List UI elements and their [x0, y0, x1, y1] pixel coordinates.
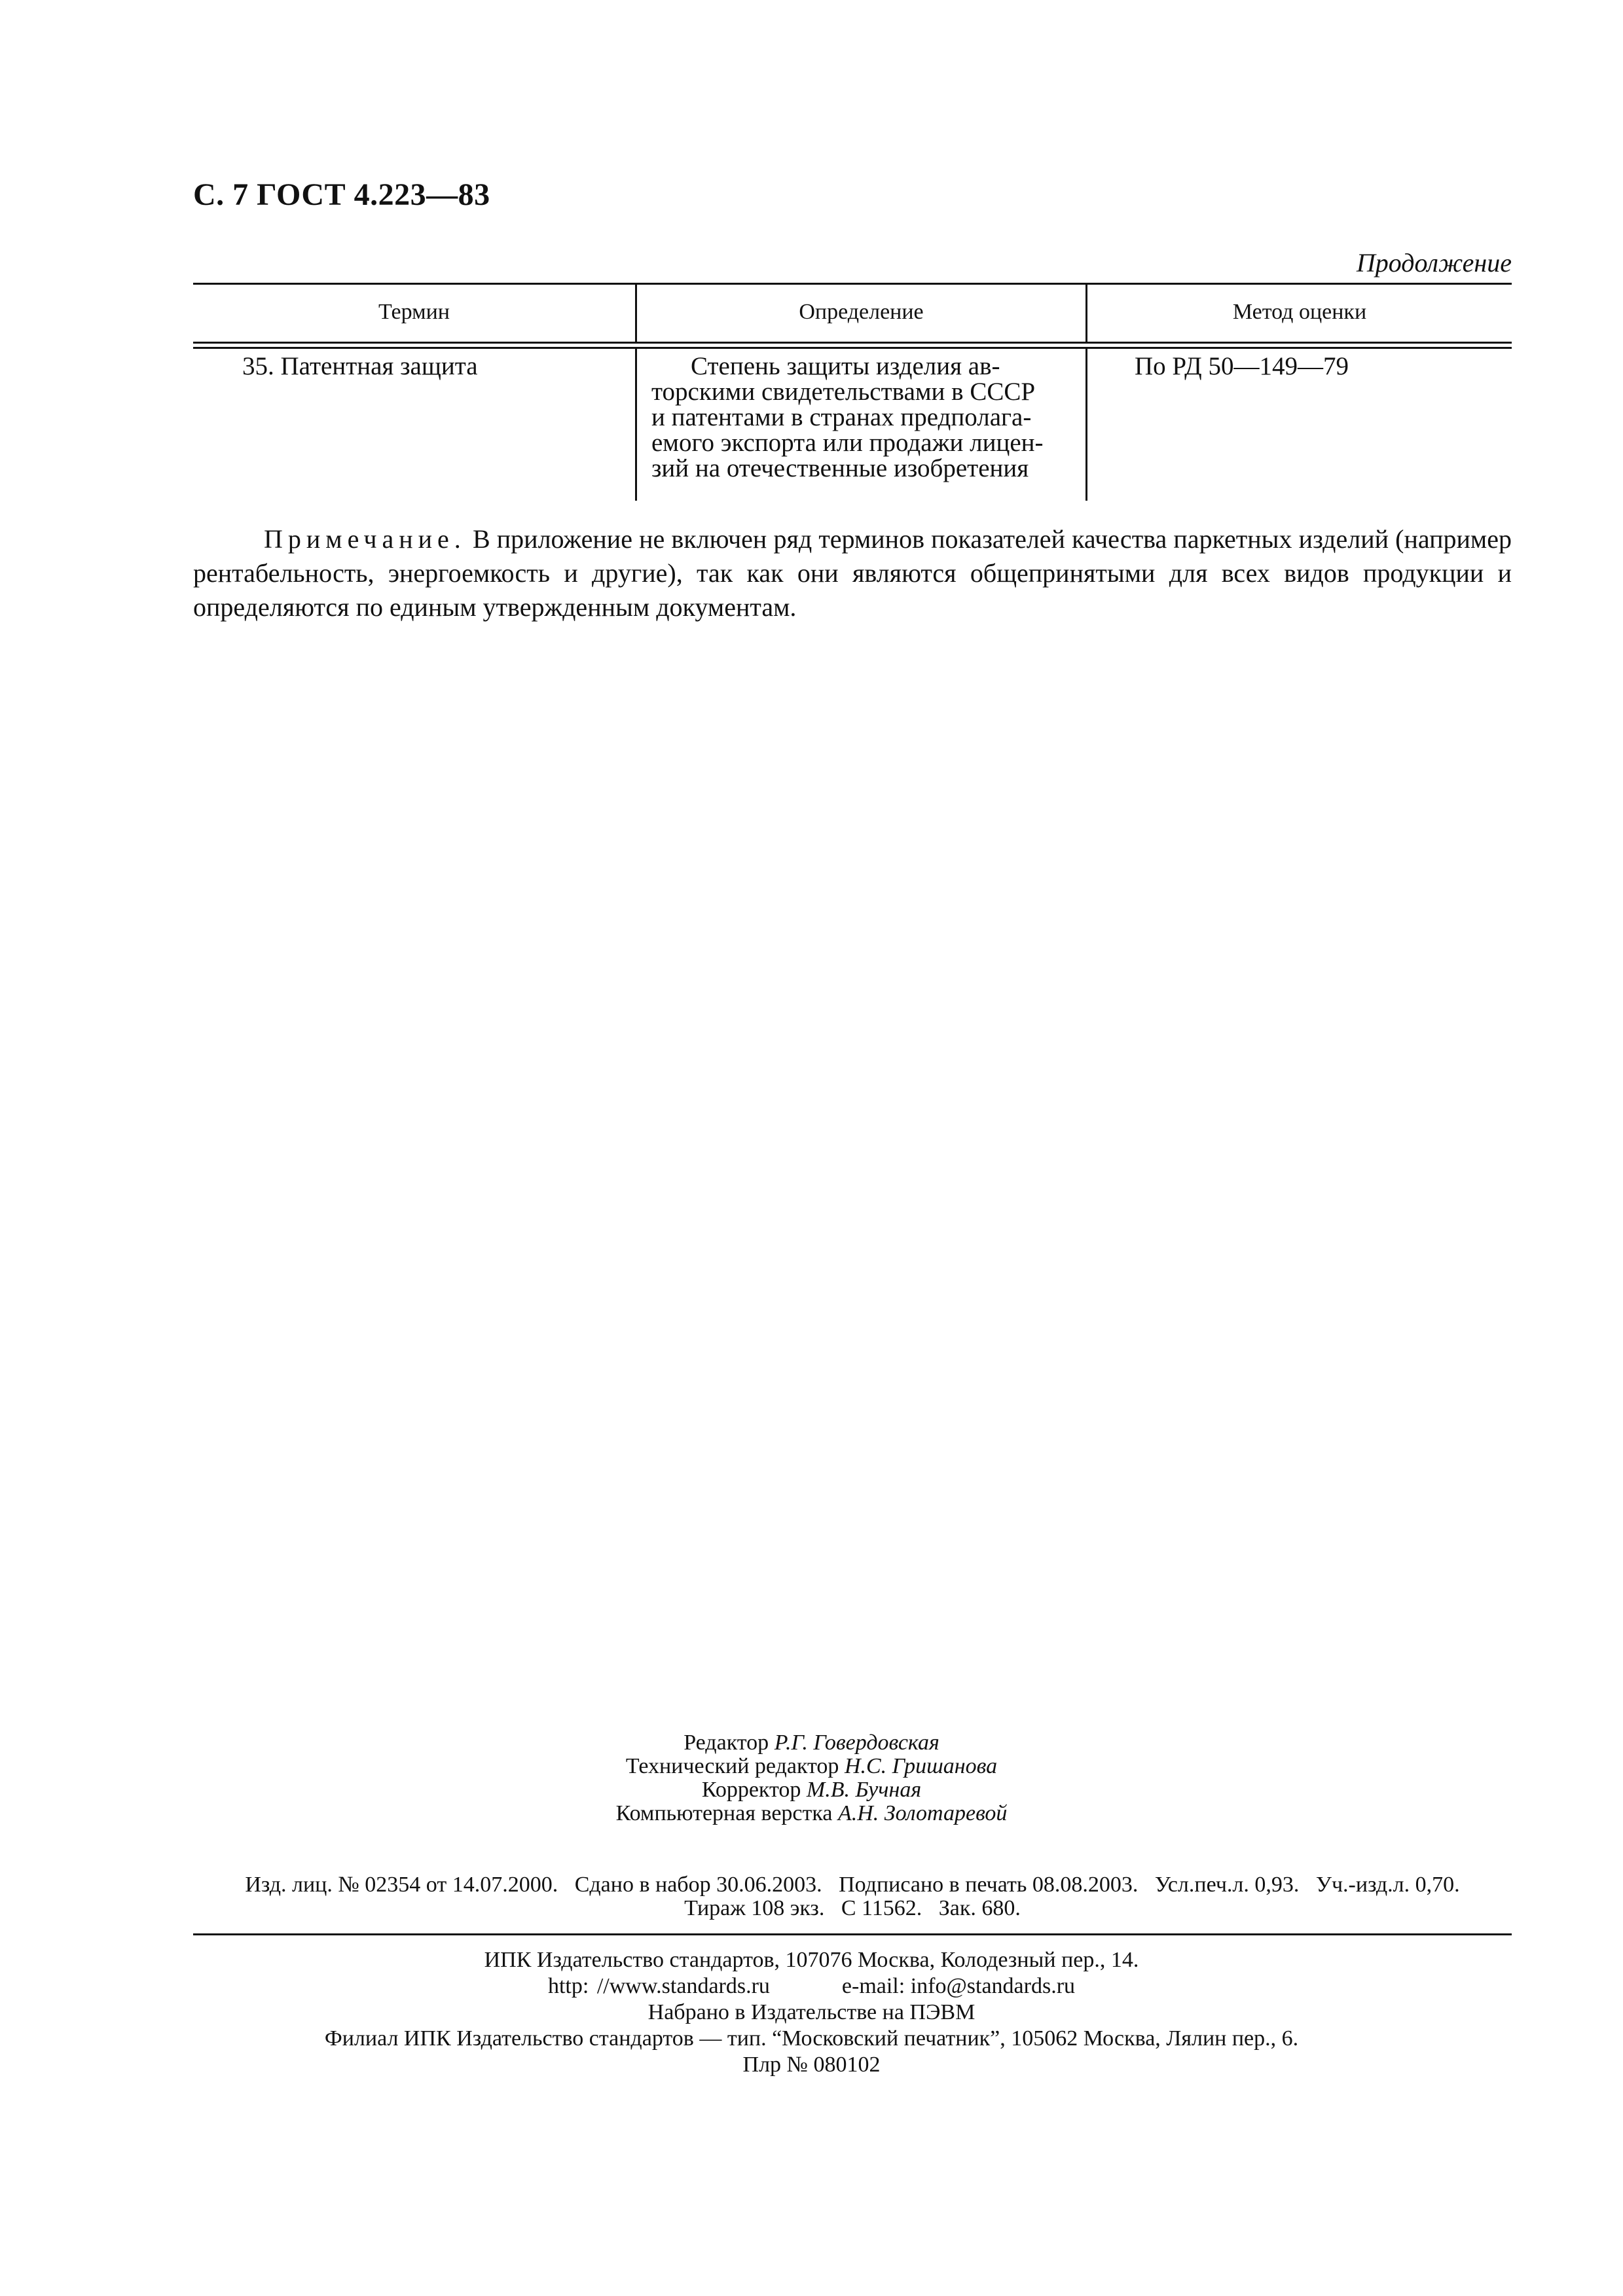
- publication-data: [193, 1873, 1512, 1920]
- definition-line: Степень защиты изделия ав-: [691, 352, 1000, 380]
- credit-line: [0, 1731, 1623, 1755]
- note-label: Примечание.: [264, 524, 466, 554]
- credit-role: Редактор: [684, 1731, 769, 1755]
- continuation-label: Продолжение: [1356, 248, 1512, 278]
- publisher-email[interactable]: e-mail: info@standards.ru: [841, 1974, 1076, 1998]
- publisher-typeset-note: Набрано в Издательстве на ПЭВМ: [647, 2000, 976, 2024]
- column-header-definition: Определение: [799, 300, 924, 324]
- publisher-website[interactable]: http: //www.standards.ru: [547, 1974, 770, 1998]
- column-divider: [1085, 349, 1087, 501]
- publisher-branch: Филиал ИПК Издательство стандартов — тип. “Московский печатник”, 105062 Москва, Лялин пер., 6.: [324, 2026, 1299, 2051]
- footer-rule: [193, 1933, 1512, 1935]
- publisher-contacts: [0, 1973, 1623, 2000]
- credits-block: [0, 1731, 1623, 1825]
- table-top-rule: [193, 283, 1512, 285]
- credit-name: Р.Г. Говердовская: [774, 1731, 939, 1755]
- page-header: С. 7 ГОСТ 4.223—83: [193, 177, 490, 212]
- credit-line: [0, 1755, 1623, 1778]
- publication-data-line: Тираж 108 экз. С 11562. Зак. 680.: [684, 1896, 1021, 1920]
- publisher-license: Плр № 080102: [742, 2053, 881, 2077]
- definition-line: торскими свидетельствами в СССР: [651, 378, 1036, 406]
- definition-line: и патентами в странах предполага-: [651, 403, 1032, 431]
- definition-line: емого экспорта или продажи лицен-: [651, 429, 1044, 457]
- table-cell-term: 35. Патентная защита: [242, 352, 478, 380]
- credit-line: [0, 1778, 1623, 1802]
- publication-data-line: Изд. лиц. № 02354 от 14.07.2000. Сдано в набор 30.06.2003. Подписано в печать 08.08.2003. Усл.печ.л. 0,93. Уч.-изд.л. 0,70.: [245, 1873, 1460, 1897]
- publisher-address: ИПК Издательство стандартов, 107076 Москва, Колодезный пер., 14.: [484, 1948, 1139, 1972]
- credit-role: Компьютерная верстка: [615, 1801, 833, 1825]
- table-cell-definition: [651, 353, 1070, 481]
- publisher-block: [0, 1947, 1623, 2078]
- credit-name: М.В. Бучная: [806, 1778, 922, 1802]
- credit-role: Корректор: [701, 1778, 801, 1802]
- column-divider: [635, 349, 637, 501]
- header-double-rule: [193, 347, 1512, 349]
- note-paragraph: [193, 522, 1512, 624]
- credit-line: [0, 1802, 1623, 1825]
- header-double-rule: [193, 342, 1512, 344]
- definition-line: зий на отечественные изобретения: [651, 454, 1029, 482]
- credit-role: Технический редактор: [625, 1754, 839, 1778]
- credit-name: Н.С. Гришанова: [844, 1754, 998, 1778]
- column-header-term: Термин: [378, 300, 450, 324]
- column-header-method: Метод оценки: [1232, 300, 1367, 324]
- note-text: В приложение не включен ряд терминов показателей качества паркетных изделий (например рентабельность, энергоемкость и другие), так как они являются общепринятыми для всех видов продукции и определяются по единым утвержденным документам.: [193, 524, 1512, 622]
- table-cell-method: По РД 50—149—79: [1135, 352, 1349, 380]
- credit-name: А.Н. Золотаревой: [837, 1801, 1008, 1825]
